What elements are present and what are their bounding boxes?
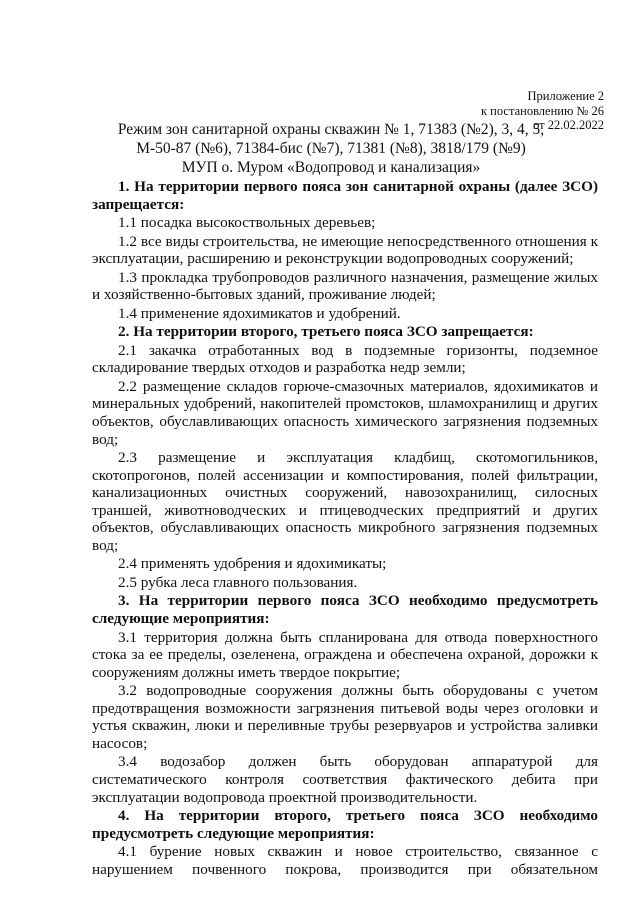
paragraph: 3.1 территория должна быть спланирована для отвода поверхностного стока за ее пределы, озеленена, ограждена и обеспечена охраной, дорожки к сооружениям должны иметь твердое покрытие;	[92, 628, 598, 681]
paragraph: 1.1 посадка высокоствольных деревьев;	[118, 214, 376, 232]
paragraph: 2.1 закачка отработанных вод в подземные горизонты, подземное складирование твердых отходов и разработка недр земли;	[92, 341, 598, 377]
paragraph: 2.2 размещение складов горюче-смазочных материалов, ядохимикатов и минеральных удобрений, накопителей промстоков, шламохранилищ и других объектов, обуславливающих опасность химического загрязнения подземных вод;	[92, 377, 598, 448]
title-line: М-50-87 (№6), 71384-бис (№7), 71381 (№8), 3818/179 (№9)	[136, 140, 526, 157]
paragraph: 2.3 размещение и эксплуатация кладбищ, скотомогильников, скотопрогонов, полей ассенизации и компостирования, полей фильтрации, канализационных очистных сооружений, навозохранилищ, силосных траншей, животноводческих и птицеводческих предприятий и других объектов, обуславливающих опасность микробного загрязнения подземных вод;	[92, 449, 598, 554]
paragraph: 2.5 рубка леса главного пользования.	[118, 573, 358, 591]
paragraph: 4.1 бурение новых скважин и новое строительство, связанное с нарушением почвенного покрова, производится при обязательном	[92, 843, 598, 878]
title-line: Режим зон санитарной охраны скважин № 1, 71383 (№2), 3, 4, 5,	[117, 121, 545, 138]
paragraph: 1.3 прокладка трубопроводов различного назначения, размещение жилых и хозяйственно-бытовых зданий, проживание людей;	[92, 268, 598, 304]
document-title	[90, 120, 572, 177]
paragraph: 1.2 все виды строительства, не имеющие непосредственного отношения к эксплуатации, расширению и реконструкции водопроводных сооружений;	[92, 232, 598, 268]
paragraph: 1.4 применение ядохимикатов и удобрений.	[118, 304, 401, 322]
section-heading: 2. На территории второго, третьего пояса ЗСО запрещается:	[118, 323, 534, 341]
paragraph: 2.4 применять удобрения и ядохимикаты;	[118, 555, 387, 573]
section-heading: 3. На территории первого пояса ЗСО необходимо предусмотреть следующие мероприятия:	[92, 592, 598, 628]
annex-line: от 22.02.2022	[533, 118, 604, 132]
section-heading: 4. На территории второго, третьего пояса ЗСО необходимо предусмотреть следующие мероприятия:	[92, 807, 598, 842]
document-body	[92, 178, 598, 879]
section-heading: 1. На территории первого пояса зон санитарной охраны (далее ЗСО) запрещается:	[92, 178, 598, 213]
title-line: МУП о. Муром «Водопровод и канализация»	[181, 159, 481, 176]
paragraph: 3.4 водозабор должен быть оборудован аппаратурой для систематического контроля соответствия фактического дебита при эксплуатации водопровода проектной производительности.	[92, 753, 598, 806]
annex-line: к постановлению № 26	[480, 103, 604, 118]
paragraph: 3.2 водопроводные сооружения должны быть оборудованы с учетом предотвращения возможности загрязнения питьевой воды через оголовки и устья скважин, люки и переливные трубы резервуаров и устройства заливки насосов;	[92, 682, 598, 752]
annex-line: Приложение 2	[527, 89, 604, 103]
